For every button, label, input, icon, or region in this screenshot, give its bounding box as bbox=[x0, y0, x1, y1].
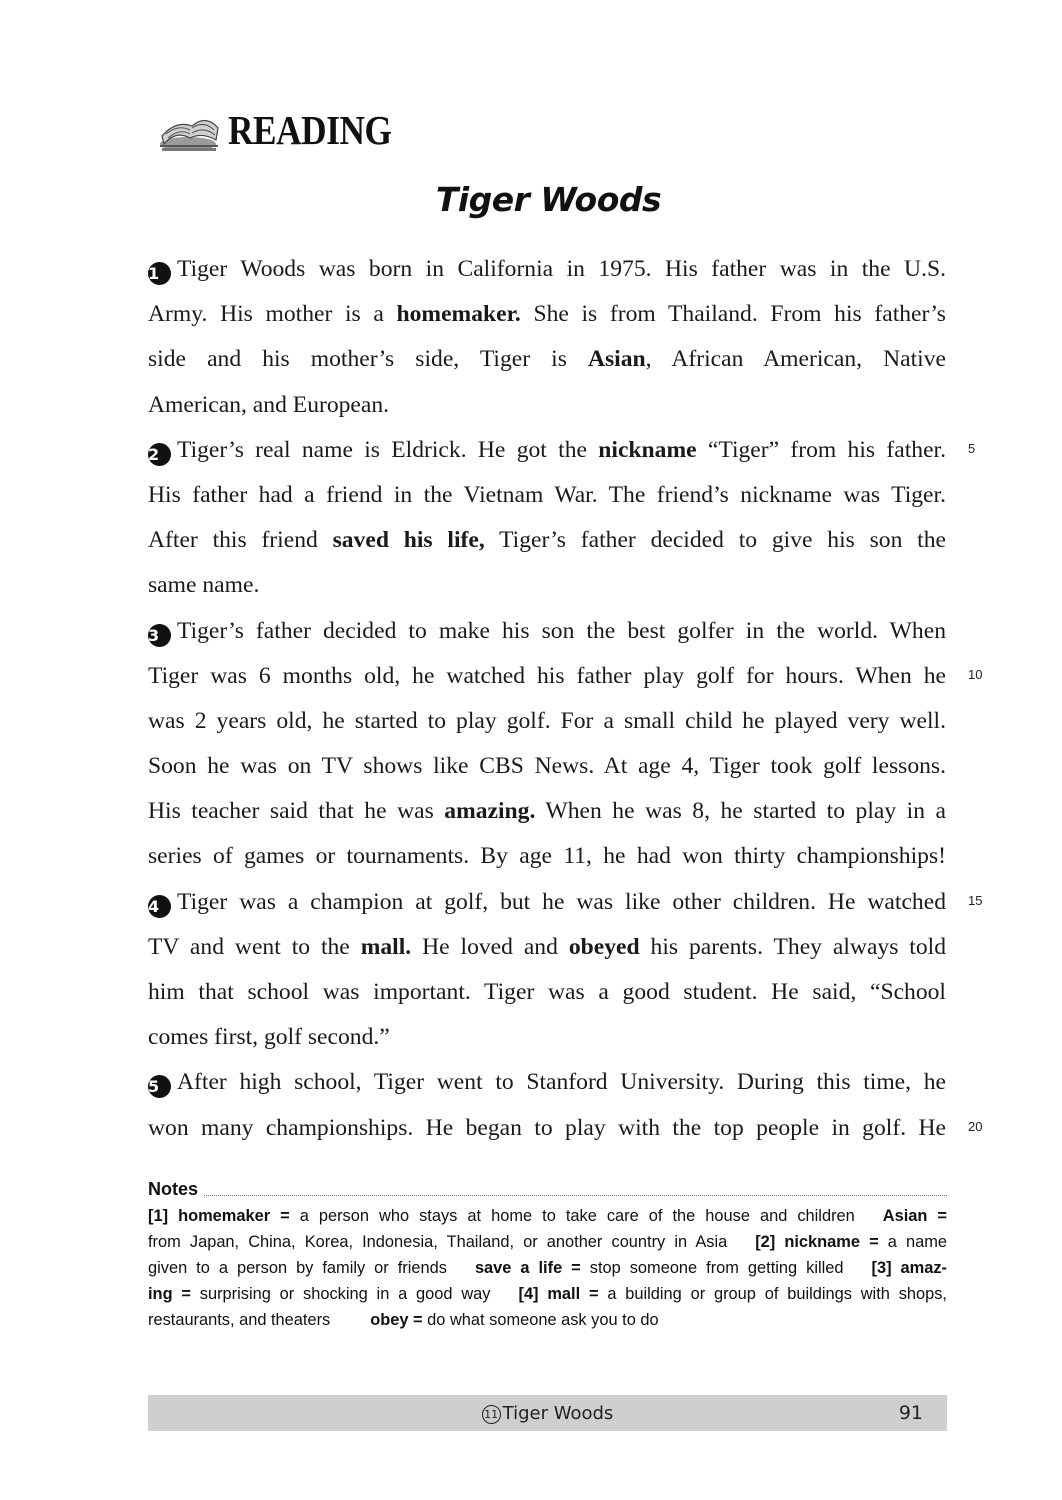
text-line: 2 Tiger’s real name is Eldrick. He got the nickname “Tiger” from his father. bbox=[148, 436, 946, 464]
story-title: Tiger Woods bbox=[435, 180, 662, 219]
note-line: [1] homemaker = a person who stays at home to take care of the house and children Asian = bbox=[148, 1207, 948, 1225]
text-line: His teacher said that he was amazing. When he was 8, he started to play in a bbox=[148, 798, 946, 825]
text-line: American, and European. bbox=[148, 391, 390, 418]
text-line: 1 Tiger Woods was born in California in 1975. His father was in the U.S. bbox=[148, 256, 946, 283]
text-line: same name. bbox=[148, 572, 260, 599]
line-number: 15 bbox=[968, 893, 983, 908]
text-line: won many championships. He began to play with the top people in golf. He bbox=[148, 1114, 946, 1141]
text-line: him that school was important. Tiger was a good student. He said, “School bbox=[148, 979, 946, 1005]
text-line: 5 After high school, Tiger went to Stanford University. During this time, he bbox=[148, 1069, 946, 1097]
paragraph-number-badge: 1 bbox=[148, 262, 171, 285]
line-number: 20 bbox=[968, 1119, 983, 1134]
note-line: given to a person by family or friends save a life = stop someone from getting killed [3] amaz- bbox=[148, 1259, 947, 1277]
section-header bbox=[158, 100, 418, 160]
page-number: 91 bbox=[898, 1402, 923, 1424]
text-line: 3 Tiger’s father decided to make his son the best golfer in the world. When bbox=[148, 617, 946, 645]
page-footer bbox=[148, 1395, 947, 1431]
paragraph-number-badge: 3 bbox=[148, 624, 171, 647]
text-line: Army. His mother is a homemaker. She is from Thailand. From his father’s bbox=[148, 301, 946, 328]
text-line: comes first, golf second.” bbox=[148, 1024, 390, 1051]
text-line: Soon he was on TV shows like CBS News. At age 4, Tiger took golf lessons. bbox=[148, 753, 946, 780]
paragraph-number-badge: 2 bbox=[148, 443, 171, 466]
text-line: Tiger was 6 months old, he watched his father play golf for hours. When he bbox=[148, 662, 946, 689]
chapter-number-badge: 11 bbox=[482, 1405, 501, 1424]
section-title: READING bbox=[228, 107, 392, 153]
text-line: was 2 years old, he started to play golf. For a small child he played very well. bbox=[148, 707, 946, 734]
notes-heading: Notes bbox=[148, 1179, 199, 1199]
reading-passage bbox=[148, 247, 946, 1151]
footer-chapter-title: Tiger Woods bbox=[502, 1402, 614, 1424]
text-line: TV and went to the mall. He loved and obeyed his parents. They always told bbox=[148, 933, 947, 960]
note-line: restaurants, and theaters obey = do what someone ask you to do bbox=[148, 1311, 659, 1329]
line-number: 5 bbox=[968, 441, 976, 456]
note-line: from Japan, China, Korea, Indonesia, Thailand, or another country in Asia [2] nickname = a name bbox=[148, 1233, 948, 1251]
line-number: 10 bbox=[968, 667, 983, 682]
paragraph-number-badge: 5 bbox=[148, 1075, 171, 1098]
text-line: series of games or tournaments. By age 11, he had won thirty championships! bbox=[148, 843, 946, 870]
paragraph-number-badge: 4 bbox=[148, 895, 171, 918]
footer-chapter bbox=[148, 1403, 947, 1424]
notes-section bbox=[148, 1176, 947, 1333]
text-line: 4 Tiger was a champion at golf, but he was like other children. He watched bbox=[148, 888, 946, 916]
reading-book-icon bbox=[158, 106, 220, 154]
text-line: After this friend saved his life, Tiger’s father decided to give his son the bbox=[148, 527, 946, 554]
text-line: His father had a friend in the Vietnam War. The friend’s nickname was Tiger. bbox=[148, 481, 946, 508]
text-line: side and his mother’s side, Tiger is Asian, African American, Native bbox=[148, 346, 946, 373]
dotted-divider bbox=[204, 1195, 947, 1196]
note-line: ing = surprising or shocking in a good way [4] mall = a building or group of buildings with shops, bbox=[148, 1285, 947, 1303]
